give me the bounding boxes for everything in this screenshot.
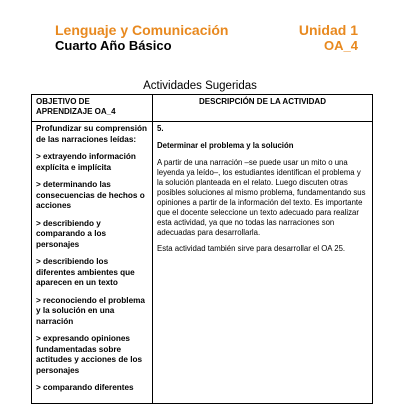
unit-label: Unidad 1 bbox=[298, 22, 358, 38]
table-body-row bbox=[32, 122, 373, 404]
objective-item: > describiendo los diferentes ambientes que aparecen en un texto bbox=[36, 257, 135, 287]
objectives-cell bbox=[32, 122, 153, 404]
activity-number: 5. bbox=[157, 124, 164, 133]
header-row-top bbox=[55, 22, 358, 38]
objective-item: > extrayendo información explícita e implícita bbox=[36, 152, 136, 172]
oa-code-label: OA_4 bbox=[324, 38, 358, 53]
objective-item: > describiendo y comparando a los personajes bbox=[36, 218, 107, 249]
header-row-bottom bbox=[55, 38, 358, 54]
grade-label: Cuarto Año Básico bbox=[55, 38, 172, 53]
objective-item: Profundizar su comprensión de las narraciones leídas: bbox=[36, 124, 147, 144]
description-cell bbox=[153, 122, 373, 404]
objective-item: > reconociendo el problema y la solución en una narración bbox=[36, 295, 145, 326]
activity-note: Esta actividad también sirve para desarrollar el OA 25. bbox=[157, 244, 346, 253]
objective-item: > comparando diferentes bbox=[36, 383, 134, 392]
objective-column-header: OBJETIVO DE APRENDIZAJE OA_4 bbox=[32, 95, 153, 122]
page-header bbox=[55, 22, 358, 54]
activity-title: Determinar el problema y la solución bbox=[157, 141, 294, 150]
section-title: Actividades Sugeridas bbox=[143, 80, 257, 92]
activity-table bbox=[31, 94, 373, 404]
description-column-header: DESCRIPCIÓN DE LA ACTIVIDAD bbox=[153, 95, 373, 122]
activity-body: A partir de una narración –se puede usar un mito o una leyenda ya leído–, los estudiantes identifican el problema y la solución planteada en el relato. Luego discuten otras posibles soluciones al mismo problema, fundamentando sus opiniones a partir de la información del texto. Es importante que el docente seleccione un texto adecuado para realizar esta actividad, ya que no todas las narraciones son adecuadas para desarrollarla. bbox=[157, 158, 366, 237]
subject-title: Lenguaje y Comunicación bbox=[55, 22, 229, 38]
table-header-row bbox=[32, 95, 373, 122]
objective-item: > determinando las consecuencias de hechos o acciones bbox=[36, 180, 145, 210]
objective-item: > expresando opiniones fundamentadas sobre actitudes y acciones de los personajes bbox=[36, 334, 143, 375]
